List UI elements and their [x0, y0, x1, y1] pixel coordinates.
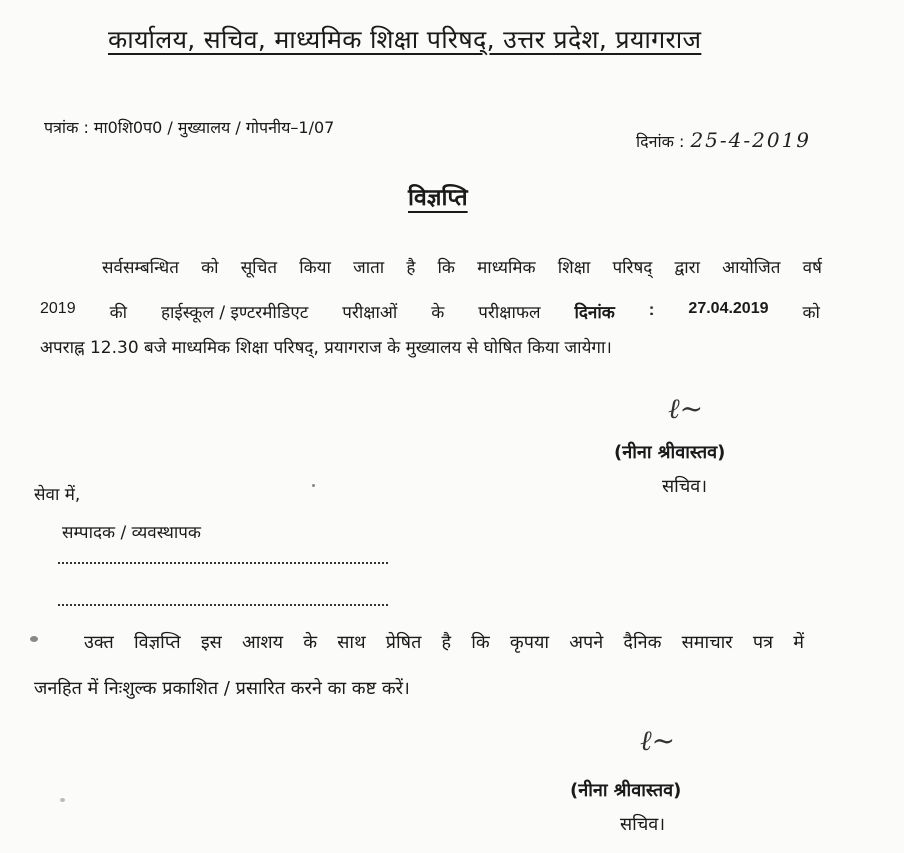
word: को	[201, 258, 219, 278]
notice-line-1	[102, 255, 822, 278]
word: प्रेषित	[385, 632, 422, 653]
signature-mark: ℓ~	[668, 392, 704, 425]
word: द्वारा	[674, 258, 700, 278]
forward-note-line-2: जनहित में निःशुल्क प्रकाशित / प्रसारित करने का कष्ट करें।	[34, 678, 410, 699]
notice-line-2	[40, 300, 820, 323]
word: सर्वसम्बन्धित	[102, 258, 179, 278]
date-block	[636, 128, 811, 152]
word: की	[109, 303, 128, 323]
scan-speck	[30, 636, 38, 642]
signatory-designation: सचिव।	[662, 476, 708, 497]
word: के	[431, 303, 445, 323]
blank-line	[58, 604, 388, 606]
signature-mark: ℓ~	[640, 724, 676, 757]
word: पत्र	[752, 632, 774, 653]
word: किया	[299, 258, 331, 278]
to-label: सेवा में,	[34, 485, 81, 505]
notice-heading: विज्ञप्ति	[408, 185, 468, 211]
word: साथ	[337, 632, 366, 653]
word: वर्ष	[802, 258, 822, 278]
word: कृपया	[509, 632, 550, 653]
year: 2019	[40, 300, 76, 317]
editor-label: सम्पादक / व्यवस्थापक	[62, 523, 201, 543]
blank-line	[58, 562, 388, 564]
word: उक्त	[84, 632, 114, 653]
signatory-name: (नीना श्रीवास्तव)	[614, 442, 726, 463]
word: माध्यमिक	[477, 258, 536, 278]
word: अपने	[569, 632, 604, 653]
word: जाता	[353, 258, 385, 278]
word: आशय	[242, 632, 284, 653]
word: के	[303, 632, 318, 653]
reference-number: पत्रांक : मा0शि0प0 / मुख्यालय / गोपनीय–1/07	[44, 118, 335, 137]
word: दैनिक	[623, 632, 662, 653]
forward-note-line-1	[84, 630, 804, 654]
word: सूचित	[240, 258, 278, 278]
colon: :	[648, 300, 655, 319]
word: है	[441, 632, 452, 653]
scan-speck	[60, 798, 65, 802]
word: हाईस्कूल / इण्टरमीडिएट	[161, 303, 309, 323]
word: समाचार	[681, 632, 733, 653]
notice-line-3: अपराह्न 12.30 बजे माध्यमिक शिक्षा परिषद्, प्रयागराज के मुख्यालय से घोषित किया जायेगा।	[40, 338, 612, 358]
word: कि	[437, 258, 455, 278]
word: को	[802, 303, 820, 323]
word: में	[793, 632, 804, 653]
date-value: 25-4-2019	[690, 128, 812, 152]
word: विज्ञप्ति	[133, 632, 181, 653]
word: है	[406, 258, 416, 278]
word: इस	[200, 632, 222, 653]
word: परीक्षाओं	[342, 303, 398, 323]
office-title: कार्यालय, सचिव, माध्यमिक शिक्षा परिषद्, उत्तर प्रदेश, प्रयागराज	[108, 25, 702, 54]
scan-speck	[312, 484, 315, 487]
word: शिक्षा	[557, 258, 591, 278]
word: आयोजित	[722, 258, 781, 278]
signatory-name: (नीना श्रीवास्तव)	[570, 780, 682, 801]
date-label: दिनांक :	[636, 132, 685, 151]
word: परिषद्	[612, 258, 653, 278]
date-label-bold: दिनांक	[574, 303, 615, 322]
result-date: 27.04.2019	[688, 300, 769, 317]
word: परीक्षाफल	[478, 303, 541, 323]
word: कि	[471, 632, 490, 653]
signatory-designation: सचिव।	[620, 814, 666, 835]
